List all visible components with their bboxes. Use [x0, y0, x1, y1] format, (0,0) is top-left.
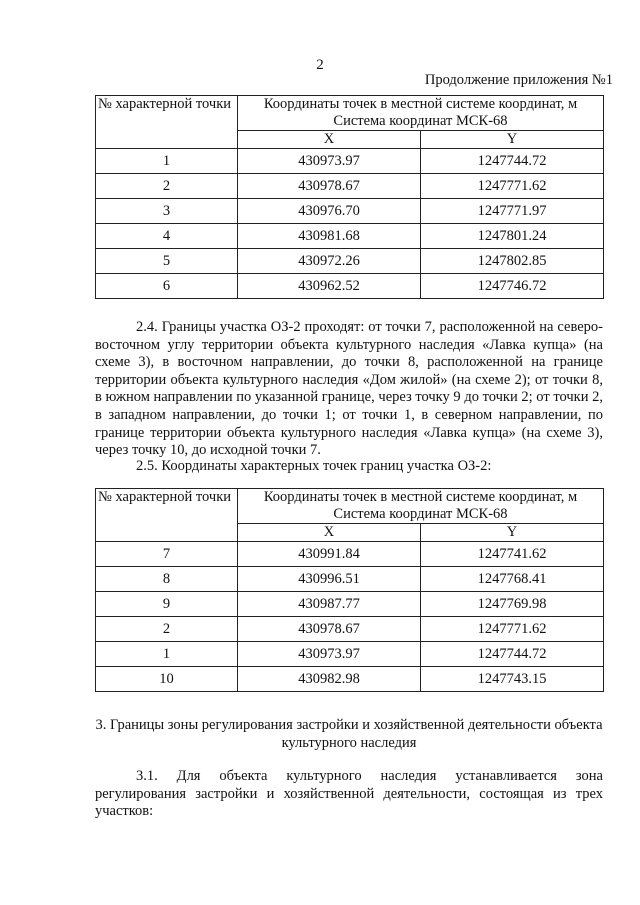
table-row	[96, 224, 604, 249]
point-cell: 1	[96, 149, 238, 174]
y-cell: 1247771.97	[421, 199, 604, 224]
coordinates-table-1	[95, 95, 604, 299]
table-row	[96, 642, 604, 667]
y-header: Y	[421, 131, 604, 149]
y-cell: 1247802.85	[421, 249, 604, 274]
y-cell: 1247746.72	[421, 274, 604, 299]
x-cell: 430973.97	[238, 149, 421, 174]
point-cell: 7	[96, 542, 238, 567]
x-cell: 430991.84	[238, 542, 421, 567]
table-row	[96, 667, 604, 692]
coordinate-system-header: Координаты точек в местной системе координат, м Система координат МСК-68	[238, 96, 604, 131]
table-row	[96, 149, 604, 174]
x-cell: 430981.68	[238, 224, 421, 249]
x-cell: 430978.67	[238, 617, 421, 642]
x-cell: 430973.97	[238, 642, 421, 667]
table-row	[96, 174, 604, 199]
table-row	[96, 567, 604, 592]
point-cell: 10	[96, 667, 238, 692]
paragraph-2-4: 2.4. Границы участка ОЗ-2 проходят: от точки 7, расположенной на северо-восточном углу территории объекта культурного наследия «Лавка купца» (на схеме 3), в восточном направлении, до точки 8, расположенной на границе территории объекта культурного наследия «Дом жилой» (на схеме 2); от точки 8, в южном направлении по указанной границе, через точку 9 до точки 2; от точки 2, в западном направлении, до точки 1; от точки 1, в северном направлении, по границе территории объекта культурного наследия «Лавка купца» (на схеме 3), через точку 10, до исходной точки 7.	[95, 319, 603, 459]
point-cell: 3	[96, 199, 238, 224]
y-cell: 1247771.62	[421, 617, 604, 642]
appendix-note: Продолжение приложения №1	[424, 72, 613, 88]
x-cell: 430982.98	[238, 667, 421, 692]
x-cell: 430987.77	[238, 592, 421, 617]
point-cell: 1	[96, 642, 238, 667]
y-cell: 1247744.72	[421, 149, 604, 174]
y-cell: 1247743.15	[421, 667, 604, 692]
y-cell: 1247744.72	[421, 642, 604, 667]
point-cell: 2	[96, 617, 238, 642]
point-number-header: № характерной точки	[96, 489, 238, 542]
page-number: 2	[316, 57, 324, 73]
x-cell: 430996.51	[238, 567, 421, 592]
paragraph-3-1: 3.1. Для объекта культурного наследия устанавливается зона регулирования застройки и хозяйственной деятельности, состоящая из трех участков:	[95, 768, 603, 820]
table-row	[96, 617, 604, 642]
coordinate-system-header: Координаты точек в местной системе координат, м Система координат МСК-68	[238, 489, 604, 524]
section-3-heading: 3. Границы зоны регулирования застройки и хозяйственной деятельности объекта культурного наследия	[95, 717, 603, 751]
x-header: X	[238, 524, 421, 542]
x-cell: 430962.52	[238, 274, 421, 299]
paragraph-2-5: 2.5. Координаты характерных точек границ участка ОЗ-2:	[136, 458, 492, 474]
y-cell: 1247801.24	[421, 224, 604, 249]
table-row	[96, 274, 604, 299]
y-cell: 1247768.41	[421, 567, 604, 592]
x-cell: 430972.26	[238, 249, 421, 274]
point-cell: 2	[96, 174, 238, 199]
coordinates-table-2	[95, 488, 604, 692]
point-cell: 8	[96, 567, 238, 592]
point-cell: 5	[96, 249, 238, 274]
y-header: Y	[421, 524, 604, 542]
x-header: X	[238, 131, 421, 149]
table-row	[96, 592, 604, 617]
point-cell: 9	[96, 592, 238, 617]
table-row	[96, 199, 604, 224]
y-cell: 1247771.62	[421, 174, 604, 199]
x-cell: 430978.67	[238, 174, 421, 199]
table-row	[96, 249, 604, 274]
y-cell: 1247769.98	[421, 592, 604, 617]
point-cell: 6	[96, 274, 238, 299]
point-cell: 4	[96, 224, 238, 249]
point-number-header: № характерной точки	[96, 96, 238, 149]
y-cell: 1247741.62	[421, 542, 604, 567]
table-row	[96, 542, 604, 567]
x-cell: 430976.70	[238, 199, 421, 224]
